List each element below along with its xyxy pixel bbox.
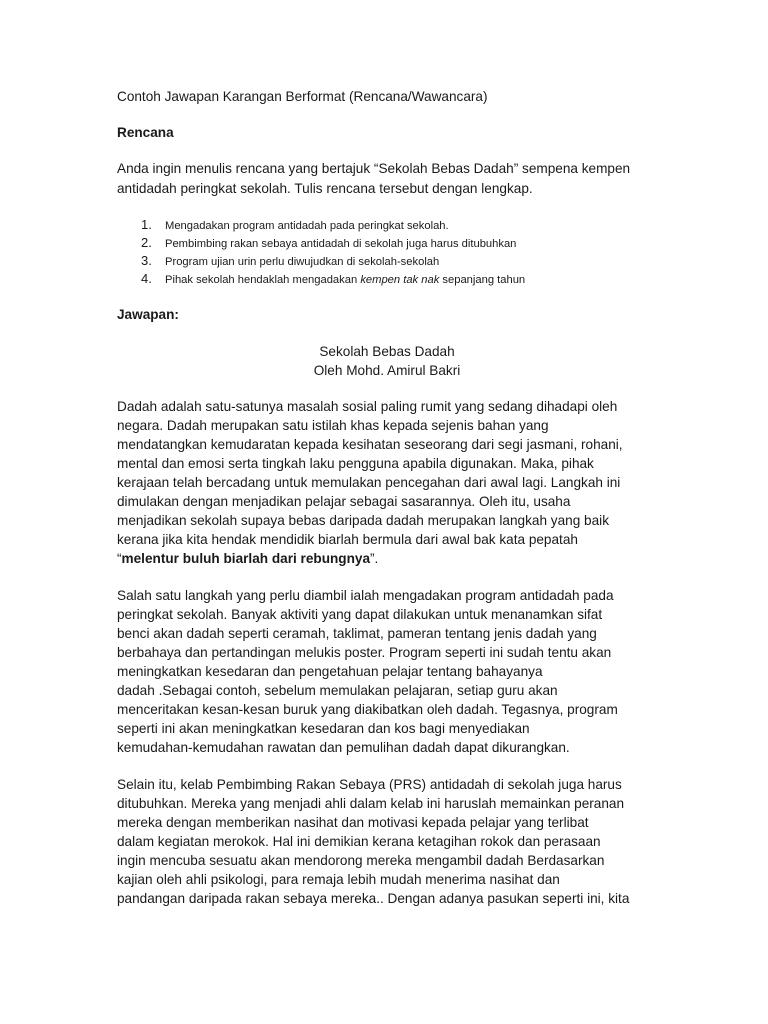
paragraph-line: benci akan dadah seperti ceramah, taklimat, pameran tentang jenis dadah yang xyxy=(117,626,597,641)
paragraph-line: dalam kegiatan merokok. Hal ini demikian kerana ketagihan rokok dan perasaan xyxy=(117,834,601,849)
paragraph-line: kerajaan telah bercadang untuk memulakan pencegahan dari awal lagi. Langkah ini xyxy=(117,475,621,490)
list-text-part: sepanjang tahun xyxy=(439,274,526,286)
list-number: 3. xyxy=(141,253,152,268)
paragraph-line: kemudahan-kemudahan rawatan dan pemulihan dadah dapat dikurangkan. xyxy=(117,740,570,755)
paragraph-line: menceritakan kesan-kesan buruk yang diakibatkan oleh dadah. Tegasnya, program xyxy=(117,702,618,717)
list-text-italic: kempen tak nak xyxy=(360,274,440,286)
list-number: 4. xyxy=(141,271,152,286)
paragraph-line: ingin mencuba sesuatu akan mendorong mereka mengambil dadah Berdasarkan xyxy=(117,853,605,868)
paragraph-line: dimulakan dengan menjadikan pelajar sebagai sasarannya. Oleh itu, usaha xyxy=(117,494,571,509)
list-text: Program ujian urin perlu diwujudkan di sekolah-sekolah xyxy=(165,256,440,268)
article-title: Sekolah Bebas Dadah xyxy=(319,344,455,359)
paragraph-line: seperti ini akan meningkatkan kesedaran dan kos bagi menyediakan xyxy=(117,721,530,736)
paragraph-line: kerana jika kita hendak mendidik biarlah bermula dari awal bak kata pepatah xyxy=(117,532,578,547)
quote-open: “ xyxy=(117,551,122,566)
list-item xyxy=(141,235,516,252)
list-number: 2. xyxy=(141,235,152,250)
paragraph-line: negara. Dadah merupakan satu istilah khas kepada sejenis bahan yang xyxy=(117,418,549,433)
paragraph-line: mendatangkan kemudaratan kepada kesihatan seseorang dari segi jasmani, rohani, xyxy=(117,437,623,452)
question-line: Anda ingin menulis rencana yang bertajuk “Sekolah Bebas Dadah” sempena kempen xyxy=(117,161,631,176)
paragraph-line: mental dan emosi serta tingkah laku pengguna apabila digunakan. Maka, pihak xyxy=(117,456,594,471)
list-text-part: Pihak sekolah hendaklah mengadakan xyxy=(165,274,361,286)
paragraph-line xyxy=(117,550,378,568)
section-heading: Rencana xyxy=(117,125,174,140)
list-item xyxy=(141,271,525,288)
paragraph-line: Salah satu langkah yang perlu diambil ialah mengadakan program antidadah pada xyxy=(117,588,614,603)
paragraph-line: meningkatkan kesedaran dan pengetahuan pelajar tentang bahayanya xyxy=(117,664,543,679)
answer-label: Jawapan: xyxy=(117,307,179,322)
paragraph-line: kajian oleh ahli psikologi, para remaja lebih mudah menerima nasihat dan xyxy=(117,872,560,887)
document-title: Contoh Jawapan Karangan Berformat (Rencana/Wawancara) xyxy=(117,89,488,104)
paragraph-line: Dadah adalah satu-satunya masalah sosial paling rumit yang sedang dihadapi oleh xyxy=(117,399,618,414)
question-line: antidadah peringkat sekolah. Tulis rencana tersebut dengan lengkap. xyxy=(117,181,533,196)
list-item xyxy=(141,217,449,234)
quote-close: ”. xyxy=(370,551,379,566)
paragraph-line: pandangan daripada rakan sebaya mereka.. Dengan adanya pasukan seperti ini, kita xyxy=(117,891,630,906)
paragraph-line: menjadikan sekolah supaya bebas daripada dadah merupakan langkah yang baik xyxy=(117,513,609,528)
proverb-text: melentur buluh biarlah dari rebungnya xyxy=(121,551,371,566)
list-text: Pembimbing rakan sebaya antidadah di sekolah juga harus ditubuhkan xyxy=(165,238,517,250)
paragraph-line: peringkat sekolah. Banyak aktiviti yang dapat dilakukan untuk menanamkan sifat xyxy=(117,607,603,622)
list-text: Mengadakan program antidadah pada peringkat sekolah. xyxy=(165,220,449,232)
paragraph-line: dadah .Sebagai contoh, sebelum memulakan pelajaran, setiap guru akan xyxy=(117,683,558,698)
paragraph-line: ditubuhkan. Mereka yang menjadi ahli dalam kelab ini haruslah memainkan peranan xyxy=(117,796,625,811)
paragraph-line: berbahaya dan pertandingan melukis poster. Program seperti ini sudah tentu akan xyxy=(117,645,612,660)
paragraph-line: Selain itu, kelab Pembimbing Rakan Sebaya (PRS) antidadah di sekolah juga harus xyxy=(117,777,622,792)
list-item xyxy=(141,253,439,270)
article-author: Oleh Mohd. Amirul Bakri xyxy=(313,363,461,378)
paragraph-line: mereka dengan memberikan nasihat dan motivasi kepada pelajar yang terlibat xyxy=(117,815,589,830)
list-number: 1. xyxy=(141,217,152,232)
